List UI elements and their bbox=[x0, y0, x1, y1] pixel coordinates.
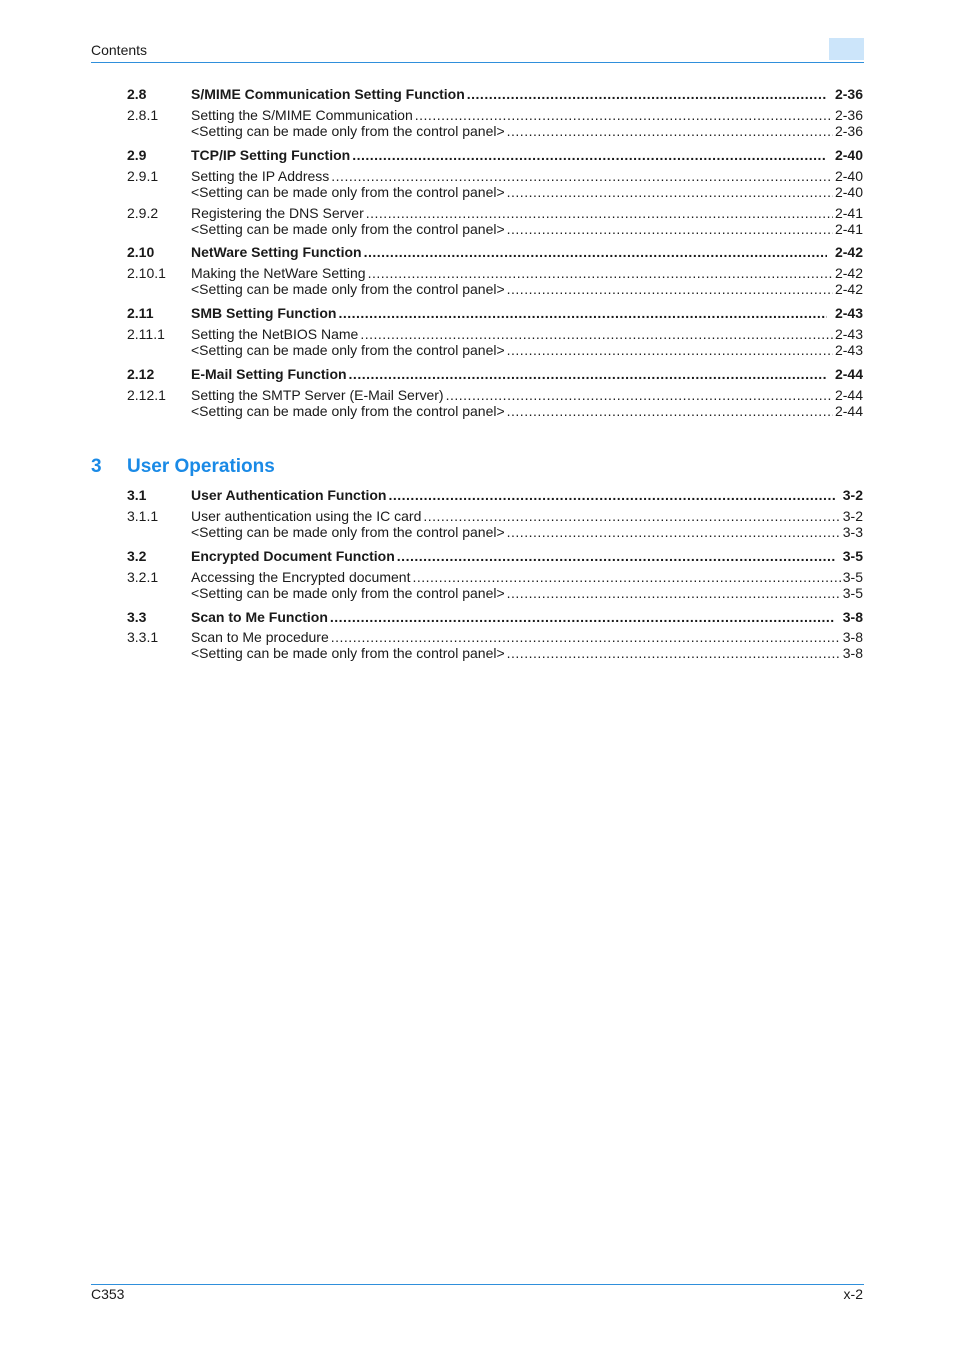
toc-entry-page: 3-2 bbox=[842, 487, 863, 503]
toc-section-entry[interactable] bbox=[127, 487, 863, 503]
header-label: Contents bbox=[91, 42, 148, 58]
chapter-title: User Operations bbox=[127, 456, 275, 477]
toc-dot-leader bbox=[331, 629, 841, 645]
toc-entry-number: 3.2.1 bbox=[127, 568, 159, 585]
toc-section-chapter-2 bbox=[127, 86, 863, 419]
toc-entry-title: E-Mail Setting Function bbox=[191, 365, 347, 382]
toc-entry-title: TCP/IP Setting Function bbox=[191, 146, 351, 163]
toc-dot-leader bbox=[507, 221, 833, 237]
toc-entry-page: 3-2 bbox=[842, 507, 863, 524]
toc-entry-title: Scan to Me Function bbox=[191, 608, 328, 625]
footer-model: C353 bbox=[91, 1286, 125, 1302]
toc-entry-number: 2.9 bbox=[127, 146, 147, 163]
toc-subsection-entry[interactable] bbox=[127, 403, 863, 419]
toc-entry-title: Setting the IP Address bbox=[191, 167, 330, 184]
toc-subsection-entry[interactable] bbox=[127, 387, 863, 403]
toc-entry-title: User authentication using the IC card bbox=[191, 507, 422, 524]
toc-subsection-entry[interactable] bbox=[127, 326, 863, 342]
toc-entry-page: 2-43 bbox=[834, 342, 863, 359]
toc-entry-page: 2-41 bbox=[834, 220, 863, 237]
toc-dot-leader bbox=[338, 305, 827, 321]
toc-subsection-entry[interactable] bbox=[127, 205, 863, 221]
toc-entry-number: 2.8 bbox=[127, 86, 147, 102]
toc-entry-page: 3-8 bbox=[842, 645, 863, 662]
toc-entry-page: 3-3 bbox=[842, 523, 863, 540]
toc-entry-number: 2.10.1 bbox=[127, 265, 166, 282]
toc-entry-title: <Setting can be made only from the control panel> bbox=[191, 183, 505, 200]
toc-subsection-entry[interactable] bbox=[127, 265, 863, 281]
toc-entry-number: 2.11.1 bbox=[127, 326, 165, 342]
chapter-number: 3 bbox=[91, 456, 102, 477]
toc-entry-page: 2-36 bbox=[834, 86, 863, 102]
toc-entry-number: 3.3 bbox=[127, 608, 147, 625]
toc-entry-page: 2-36 bbox=[834, 106, 863, 123]
toc-dot-leader bbox=[507, 585, 841, 601]
toc-entry-title: <Setting can be made only from the control panel> bbox=[191, 645, 505, 662]
toc-entry-page: 2-41 bbox=[834, 204, 863, 221]
toc-subsection-entry[interactable] bbox=[127, 123, 863, 139]
toc-entry-page: 2-40 bbox=[834, 146, 863, 163]
toc-section-chapter-3 bbox=[127, 487, 863, 662]
toc-subsection-entry[interactable] bbox=[127, 524, 863, 540]
toc-entry-page: 2-36 bbox=[834, 122, 863, 139]
toc-subsection-entry[interactable] bbox=[127, 184, 863, 200]
toc-dot-leader bbox=[507, 281, 833, 297]
toc-spacer bbox=[127, 358, 863, 366]
header-rule bbox=[91, 62, 864, 63]
toc-spacer bbox=[127, 601, 863, 609]
toc-entry-number: 3.2 bbox=[127, 547, 147, 564]
toc-subsection-entry[interactable] bbox=[127, 645, 863, 661]
toc-entry-title: Scan to Me procedure bbox=[191, 629, 329, 646]
toc-entry-title: SMB Setting Function bbox=[191, 305, 337, 322]
toc-spacer bbox=[127, 540, 863, 548]
toc-section-entry[interactable] bbox=[127, 244, 863, 260]
toc-dot-leader bbox=[349, 366, 827, 382]
toc-entry-page: 2-43 bbox=[834, 326, 863, 342]
toc-subsection-entry[interactable] bbox=[127, 168, 863, 184]
header-tab-marker bbox=[829, 38, 864, 60]
toc-entry-page: 2-42 bbox=[834, 265, 863, 282]
toc-dot-leader bbox=[446, 387, 833, 403]
toc-entry-title: <Setting can be made only from the control panel> bbox=[191, 281, 505, 298]
toc-entry-page: 2-42 bbox=[834, 244, 863, 261]
toc-entry-number: 2.8.1 bbox=[127, 106, 159, 123]
toc-entry-page: 2-42 bbox=[834, 281, 863, 298]
toc-entry-number: 2.12.1 bbox=[127, 386, 166, 403]
toc-subsection-entry[interactable] bbox=[127, 107, 863, 123]
toc-entry-page: 2-43 bbox=[834, 305, 863, 322]
toc-entry-page: 3-5 bbox=[842, 584, 863, 601]
toc-entry-page: 3-8 bbox=[842, 608, 863, 625]
toc-subsection-entry[interactable] bbox=[127, 569, 863, 585]
toc-dot-leader bbox=[366, 205, 833, 221]
toc-subsection-entry[interactable] bbox=[127, 342, 863, 358]
toc-entry-page: 2-44 bbox=[834, 365, 863, 382]
toc-dot-leader bbox=[368, 265, 833, 281]
toc-dot-leader bbox=[331, 168, 833, 184]
toc-section-entry[interactable] bbox=[127, 366, 863, 382]
toc-entry-page: 3-5 bbox=[842, 547, 863, 564]
toc-entry-title: <Setting can be made only from the control panel> bbox=[191, 220, 505, 237]
toc-section-entry[interactable] bbox=[127, 147, 863, 163]
footer-page-number: x-2 bbox=[843, 1286, 863, 1302]
toc-entry-number: 2.10 bbox=[127, 244, 155, 261]
toc-spacer bbox=[127, 139, 863, 147]
toc-entry-title: Making the NetWare Setting bbox=[191, 265, 366, 282]
toc-dot-leader bbox=[360, 326, 833, 342]
toc-entry-title: S/MIME Communication Setting Function bbox=[191, 86, 465, 102]
toc-entry-number: 2.9.1 bbox=[127, 167, 159, 184]
toc-entry-title: Accessing the Encrypted document bbox=[191, 568, 411, 585]
toc-dot-leader bbox=[507, 524, 841, 540]
toc-entry-number: 3.3.1 bbox=[127, 629, 159, 646]
toc-entry-title: <Setting can be made only from the control panel> bbox=[191, 523, 505, 540]
toc-dot-leader bbox=[507, 123, 833, 139]
toc-entry-title: <Setting can be made only from the control panel> bbox=[191, 122, 505, 139]
toc-entry-title: Setting the S/MIME Communication bbox=[191, 106, 413, 123]
toc-subsection-entry[interactable] bbox=[127, 221, 863, 237]
toc-subsection-entry[interactable] bbox=[127, 281, 863, 297]
toc-entry-title: <Setting can be made only from the control panel> bbox=[191, 342, 505, 359]
toc-entry-page: 2-40 bbox=[834, 183, 863, 200]
toc-subsection-entry[interactable] bbox=[127, 508, 863, 524]
toc-entry-page: 2-44 bbox=[834, 386, 863, 403]
toc-entry-page: 3-5 bbox=[842, 568, 863, 585]
toc-dot-leader bbox=[507, 403, 833, 419]
toc-entry-title: NetWare Setting Function bbox=[191, 244, 362, 261]
toc-subsection-entry[interactable] bbox=[127, 585, 863, 601]
toc-entry-page: 2-44 bbox=[834, 402, 863, 419]
toc-dot-leader bbox=[507, 184, 833, 200]
toc-subsection-entry[interactable] bbox=[127, 629, 863, 645]
toc-dot-leader bbox=[388, 487, 834, 503]
toc-dot-leader bbox=[423, 508, 840, 524]
toc-section-entry[interactable] bbox=[127, 305, 863, 321]
toc-spacer bbox=[127, 237, 863, 245]
toc-dot-leader bbox=[507, 342, 833, 358]
toc-entry-number: 2.12 bbox=[127, 365, 155, 382]
toc-dot-leader bbox=[412, 569, 840, 585]
toc-entry-title: Registering the DNS Server bbox=[191, 204, 364, 221]
toc-entry-number: 2.9.2 bbox=[127, 204, 159, 221]
toc-dot-leader bbox=[397, 548, 835, 564]
toc-dot-leader bbox=[415, 107, 833, 123]
toc-entry-title: Encrypted Document Function bbox=[191, 547, 395, 564]
toc-entry-title: Setting the NetBIOS Name bbox=[191, 326, 359, 342]
toc-entry-page: 3-8 bbox=[842, 629, 863, 646]
toc-entry-title: <Setting can be made only from the control panel> bbox=[191, 584, 505, 601]
chapter-heading bbox=[91, 456, 275, 478]
toc-section-entry[interactable] bbox=[127, 86, 863, 102]
toc-entry-title: Setting the SMTP Server (E-Mail Server) bbox=[191, 386, 444, 403]
toc-spacer bbox=[127, 298, 863, 306]
toc-entry-title: User Authentication Function bbox=[191, 487, 387, 503]
toc-dot-leader bbox=[467, 86, 827, 102]
toc-dot-leader bbox=[364, 244, 827, 260]
toc-section-entry[interactable] bbox=[127, 609, 863, 625]
toc-entry-title: <Setting can be made only from the control panel> bbox=[191, 402, 505, 419]
toc-dot-leader bbox=[507, 645, 841, 661]
toc-section-entry[interactable] bbox=[127, 548, 863, 564]
footer-rule bbox=[91, 1284, 864, 1285]
toc-dot-leader bbox=[352, 147, 827, 163]
toc-entry-page: 2-40 bbox=[834, 167, 863, 184]
toc-entry-number: 2.11 bbox=[127, 305, 154, 322]
toc-dot-leader bbox=[330, 609, 835, 625]
toc-entry-number: 3.1.1 bbox=[127, 507, 159, 524]
toc-entry-number: 3.1 bbox=[127, 487, 147, 503]
